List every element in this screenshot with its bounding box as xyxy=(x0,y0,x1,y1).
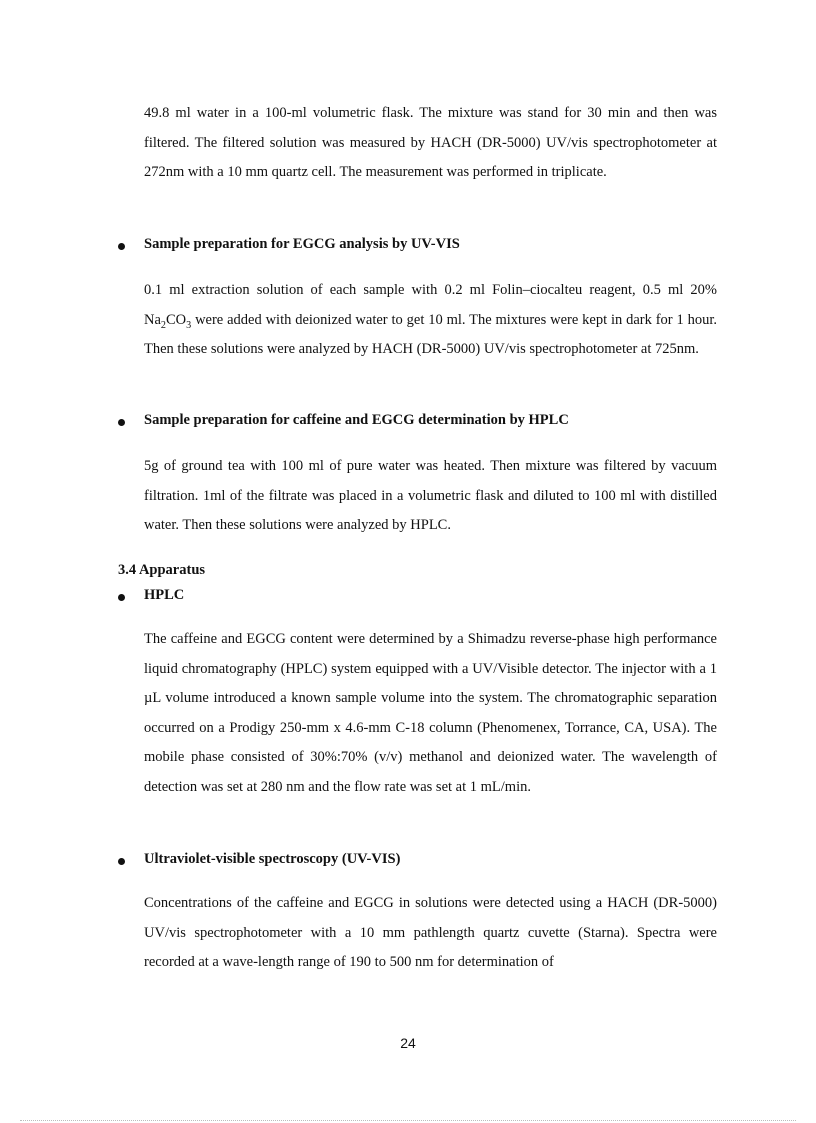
bullet-label: Ultraviolet-visible spectroscopy (UV-VIS) xyxy=(144,851,401,867)
subscript: 2 xyxy=(160,319,166,331)
bullet-label: Sample preparation for EGCG analysis by UV-VIS xyxy=(144,236,460,252)
paragraph-egcg-uvvis-prep xyxy=(144,276,717,365)
paragraph-filtration-measurement: 49.8 ml water in a 100-ml volumetric flask. The mixture was stand for 30 min and then was filtered. The filtered solution was measured by HACH (DR-5000) UV/vis spectrophotometer at 272nm with a 10 mm quartz cell. The measurement was performed in triplicate. xyxy=(144,105,717,180)
bullet-dot-icon xyxy=(118,594,125,601)
paragraph-hplc-description: The caffeine and EGCG content were determined by a Shimadzu reverse-phase high performance liquid chromatography (HPLC) system equipped with a UV/Visible detector. The injector with a 1 µL volume introduced a known sample volume into the system. The chromatographic separation occurred on a Prodigy 250-mm x 4.6-mm C-18 column (Phenomenex, Torrance, CA, USA). The mobile phase consisted of 30%:70% (v/v) methanol and deionized water. The wavelength of detection was set at 280 nm and the flow rate was set at 1 mL/min. xyxy=(144,631,717,795)
paragraph-text: were added with deionized water to get 10 ml. The mixtures were kept in dark for 1 hour. Then these solutions were analyzed by HACH (DR-5000) UV/vis spectrophotometer at 725nm. xyxy=(144,311,717,357)
paragraph-text: 0.1 ml extraction solution of each sample with 0.2 ml Folin–ciocalteu reagent, 0.5 ml 20% Na xyxy=(144,282,717,328)
bullet-hplc xyxy=(118,587,718,609)
paragraph-text: CO xyxy=(165,311,187,328)
bullet-dot-icon xyxy=(118,858,125,865)
page-number: 24 xyxy=(400,1035,416,1051)
bullet-uvvis xyxy=(118,851,718,873)
bullet-label: Sample preparation for caffeine and EGCG determination by HPLC xyxy=(144,412,569,428)
bullet-dot-icon xyxy=(118,419,125,426)
section-heading-apparatus: 3.4 Apparatus xyxy=(118,562,206,578)
bullet-hplc-prep xyxy=(118,412,718,434)
paragraph-hplc-prep: 5g of ground tea with 100 ml of pure water was heated. Then mixture was filtered by vacuum filtration. 1ml of the filtrate was placed in a volumetric flask and diluted to 100 ml with distilled water. Then these solutions were analyzed by HPLC. xyxy=(144,458,717,533)
bullet-dot-icon xyxy=(118,243,125,250)
bullet-egcg-uvvis-prep xyxy=(118,236,718,258)
page-boundary-divider xyxy=(20,1120,796,1121)
paragraph-uvvis-description: Concentrations of the caffeine and EGCG in solutions were detected using a HACH (DR-5000) UV/vis spectrophotometer with a 10 mm pathlength quartz cuvette (Starna). Spectra were recorded at a wave-length range of 190 to 500 nm for determination of xyxy=(144,895,717,970)
subscript: 3 xyxy=(186,319,192,331)
bullet-label: HPLC xyxy=(144,587,185,603)
